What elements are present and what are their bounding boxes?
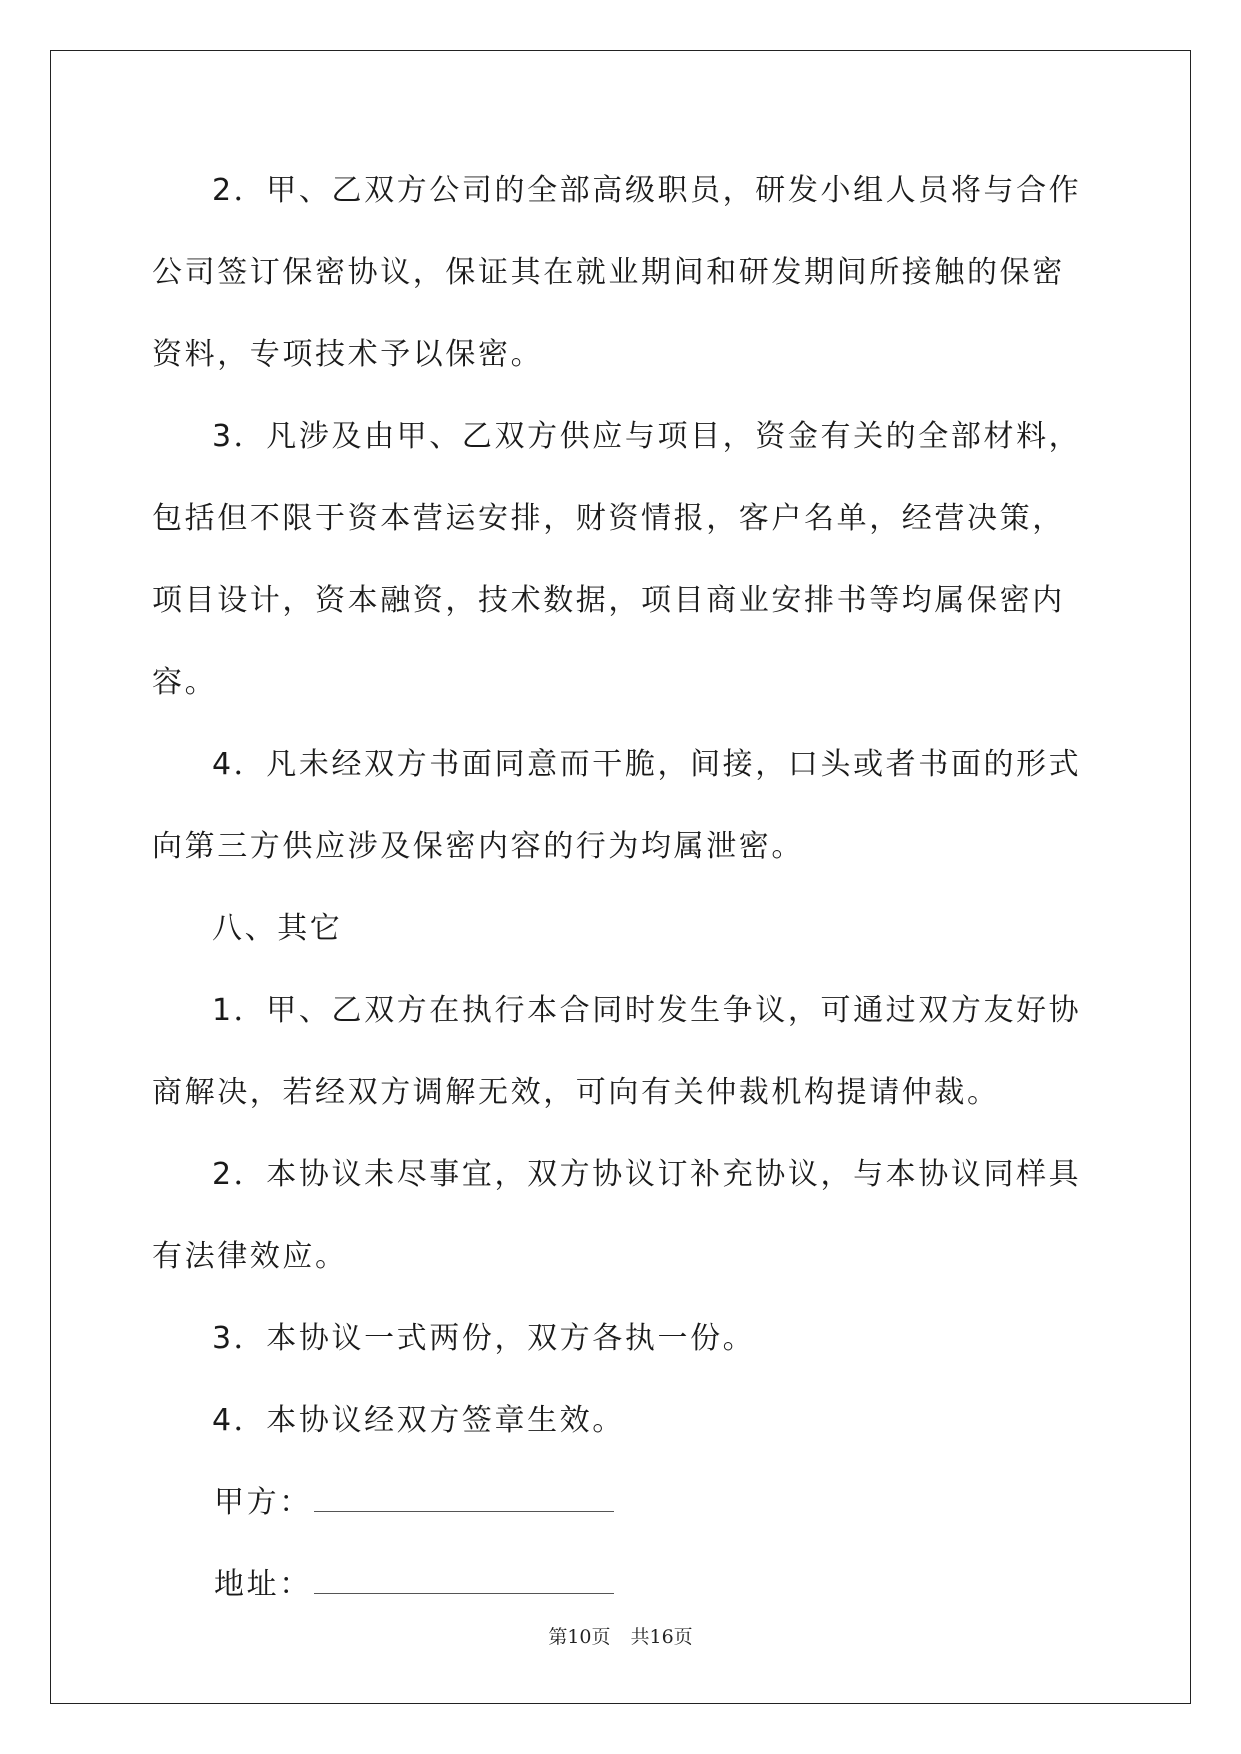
paragraph: 4．本协议经双方签章生效。: [212, 1403, 625, 1438]
paragraph: 2．甲、乙双方公司的全部高级职员，研发小组人员将与合作公司签订保密协议，保证其在就业期间和研发期间所接触的保密资料，专项技术予以保密。: [152, 173, 1082, 372]
paragraph: 3．凡涉及由甲、乙双方供应与项目，资金有关的全部材料，包括但不限于资本营运安排，财资情报，客户名单，经营决策，项目设计，资本融资，技术数据，项目商业安排书等均属保密内容。: [152, 419, 1082, 700]
paragraph: 2．本协议未尽事宜，双方协议订补充协议，与本协议同样具有法律效应。: [152, 1157, 1082, 1274]
paragraph: 3．本协议一式两份，双方各执一份。: [212, 1321, 756, 1356]
address-label: 地址：: [214, 1567, 312, 1602]
section-heading: 八、其它: [212, 911, 343, 946]
page-number: 第10页: [548, 1626, 611, 1648]
page-footer: [0, 1622, 1241, 1649]
address-blank-line[interactable]: [314, 1575, 614, 1594]
document-body: [152, 150, 1088, 1626]
party-a-signature-field: [152, 1462, 1088, 1544]
party-a-blank-line[interactable]: [314, 1493, 614, 1512]
address-signature-field: [152, 1544, 1088, 1626]
paragraph: 4．凡未经双方书面同意而干脆，间接，口头或者书面的形式向第三方供应涉及保密内容的行为均属泄密。: [152, 747, 1082, 864]
paragraph: 1．甲、乙双方在执行本合同时发生争议，可通过双方友好协商解决，若经双方调解无效，可向有关仲裁机构提请仲裁。: [152, 993, 1082, 1110]
page-total: 共16页: [630, 1626, 693, 1648]
party-a-label: 甲方：: [214, 1485, 312, 1520]
